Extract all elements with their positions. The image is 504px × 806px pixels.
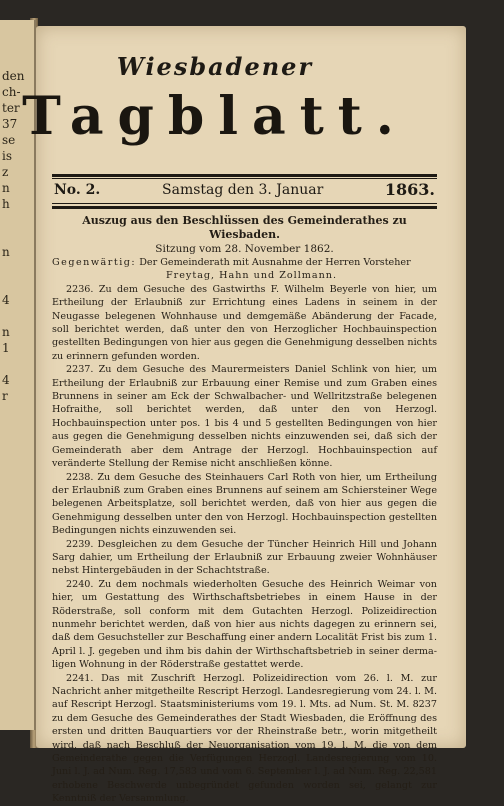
paragraph-2239: 2239. Desgleichen zu dem Gesuche der Tüncher Heinrich Hill und Johann Sarg dahier, um Ertheilung der Erlaubniß zur Erbauung zweier Wohnhäuser nebst Hintergebäuden in der Schachtstraße.	[52, 538, 437, 577]
dateline-rule-thin	[52, 203, 437, 204]
left-page-fragment: h	[2, 197, 10, 211]
present-text: Der Gemeinderath mit Ausnahme der Herren Vorsteher	[139, 257, 411, 268]
left-page-fragment: n	[2, 325, 10, 339]
left-page-fragment: den	[2, 69, 25, 83]
issue-date: Samstag den 3. Januar	[162, 182, 324, 198]
present-line	[52, 256, 437, 269]
left-page-fragment: 1	[2, 341, 10, 355]
left-page-fragment: se	[2, 133, 16, 147]
article-subtitle: Sitzung vom 28. November 1862.	[155, 243, 334, 255]
issue-number: No. 2.	[54, 182, 101, 198]
masthead-rule-top-thin	[52, 178, 437, 179]
paragraph-2237: 2237. Zu dem Gesuche des Maurermeisters Daniel Schlink von hier, um Ertheilung der Erlaubniß zur Erbauung einer Remise und zum Graben eines Brunnens in seiner am Eck der Schwalbacher- und Wellritzstraße belegenen Hofraithe, soll berichtet werden, daß unter den von Herzogl. Hochbauinspection unter pos. 1 bis 4 und 5 gestellten Bedingungen von hier aus gegen die Genehmigung desselben nichts einzuwenden sei, daß sich der Gemeinderath aber dem Antrage der Herzogl. Hochbauinspection auf veränderte Stellung der Remise nicht anschließen könne.	[52, 364, 437, 470]
paragraph-2240: 2240. Zu dem nochmals wiederholten Gesuche des Heinrich Weimar von hier, um Gestattung des Wirthschaftsbetriebes in einem Hause in der Röderstraße, soll conform mit dem Gutachten Herzogl. Polizeidirection nunmehr berichtet werden, daß von hier aus nichts dagegen zu erinnern sei, daß dem Gesuchsteller zur Beschaffung einer andern Localität Frist bis zum 1. April l. J. gegeben und ihm bis dahin der Wirthschaftsbetrieb in seiner dermaligen Wohnung in der Röderstraße gestattet werde.	[52, 578, 437, 671]
paragraph-2241: 2241. Das mit Zuschrift Herzogl. Polizeidirection vom 26. l. M. zur Nachricht anher mitgetheilte Rescript Herzogl. Landesregierung vom 24. l. M. auf Rescript Herzogl. Staatsministeriums vom 19. l. Mts. ad Num. St. M. 8237 zu dem Gesuche des Gemeinderathes der Stadt Wiesbaden, die Eröffnung des ersten und dritten Bauquartiers vor der Rheinstraße betr., worin mitgetheilt wird, daß nach Beschluß der Neuorganisation vom 19. l. M. die von dem Gemeinderathe gegen die Verfügungen Herzogl. Landesregierung vom 10. Juni l. J. ad Num. Reg. 17,583 und vom 6. September l. J. ad Num. Reg. 22,581 erhobene Beschwerde unbegründet gefunden worden sei, gelangt zur Kenntniß der Versammlung.	[52, 672, 437, 805]
article-title: Auszug aus den Beschlüssen des Gemeinderathes zu Wiesbaden.	[82, 214, 407, 241]
article	[52, 214, 437, 806]
left-page-fragment: 4	[2, 293, 10, 307]
left-page-fragment: ter	[2, 101, 20, 115]
left-page-fragment: r	[2, 389, 8, 403]
left-page-fragment	[0, 212, 34, 228]
left-page-fragment: z	[2, 165, 9, 179]
masthead-line1: Wiesbadener	[116, 52, 314, 81]
masthead-rule-top	[52, 174, 437, 177]
left-page-fragment	[0, 308, 34, 324]
issue-year: 1863.	[384, 180, 435, 199]
left-page-fragment: n	[2, 181, 10, 195]
left-page-fragment: 37	[2, 117, 18, 131]
left-page-fragment: is	[2, 149, 12, 163]
dateline	[52, 180, 437, 202]
left-page-fragment	[0, 356, 34, 372]
left-page-fragment: 4	[2, 373, 10, 387]
present-names: Freytag, Hahn und Zollmann.	[166, 270, 337, 282]
left-page-fragment	[0, 276, 34, 292]
left-page-fragment: ch-	[2, 85, 21, 99]
left-page-fragment	[0, 228, 34, 244]
dateline-rule-bottom	[52, 206, 437, 209]
left-page-fragment	[0, 260, 34, 276]
masthead-title: Tagblatt.	[22, 86, 408, 147]
present-label: Gegenwärtig:	[52, 257, 137, 268]
paragraph-2236: 2236. Zu dem Gesuche des Gastwirths F. Wilhelm Beyerle von hier, um Ertheilung der Erlaubniß zur Errichtung eines Ladens in seinem in der Neugasse belegenen Wohnhause und demgemäße Abänderung der Facade, soll berichtet werden, daß unter den von Herzoglicher Hochbauinspection gestellten Bedingungen von hier aus gegen die Genehmigung desselben nichts zu erinnern gefunden worden.	[52, 283, 437, 362]
paragraph-2238: 2238. Zu dem Gesuche des Steinhauers Carl Roth von hier, um Ertheilung der Erlaubniß zum Graben eines Brunnens auf seinem am Schiersteiner Wege belegenen Arbeitsplatze, soll berichtet werden, daß von hier aus gegen die Genehmigung desselben unter den von Herzogl. Hochbauinspection gestellten Bedingungen nichts einzuwenden sei.	[52, 471, 437, 537]
left-page-fragment: n	[2, 245, 10, 259]
